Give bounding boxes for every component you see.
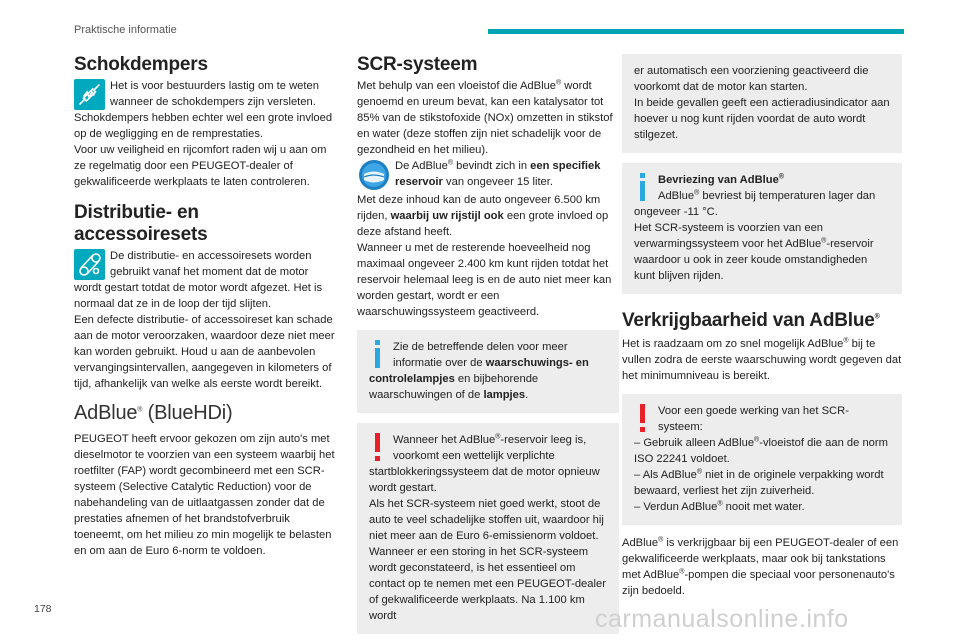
info-icon <box>369 340 387 370</box>
continued-note <box>622 54 902 153</box>
continued-text-1: er automatisch een voorziening geactiveerd die voorkomt dat de motor kan starten. <box>634 65 869 93</box>
shock-paragraph <box>74 78 336 142</box>
scr-text-3: Met deze inhoud kan de auto ongeveer 6.500 km rijden, waarbij uw rijstijl ook een grote invloed op deze afstand heeft. <box>357 194 609 238</box>
warning-note-scr-operation <box>622 394 902 525</box>
warning-icon <box>634 404 652 434</box>
heading-adblue-bluehdi: AdBlue® (BlueHDi) <box>74 402 233 424</box>
warning-note-text-2: Als het SCR-systeem niet goed werkt, stoot de auto te veel schadelijke stoffen uit, waardoor hij niet meer aan de Euro 6-emissienorm voldoet. <box>369 498 604 542</box>
heading-adblue-availability: Verkrijgbaarheid van AdBlue® <box>622 310 880 331</box>
distribution-belt-icon <box>74 249 105 280</box>
heading-scr-system: SCR-systeem <box>357 54 478 75</box>
info-note-freezing <box>622 163 902 294</box>
shock-text-2: Voor uw veiligheid en rijcomfort raden wij u aan om ze regelmatig door een PEUGEOT-dealer of gekwalificeerde werkplaats te laten controleren. <box>74 144 327 188</box>
warning-note-text-1: Wanneer het AdBlue®-reservoir leeg is, voorkomt een wettelijk verplichte startblokkeringssysteem dat de motor opnieuw wordt gestart. <box>369 433 600 494</box>
adblue-tank-icon <box>357 158 391 192</box>
column-1 <box>74 54 336 559</box>
availability-text: Het is raadzaam om zo snel mogelijk AdBlue® bij te vullen zodra de eerste waarschuwing wordt gegeven dat het minimumniveau is bereikt. <box>622 337 902 382</box>
adblue-intro-text: PEUGEOT heeft ervoor gekozen om zijn auto's met dieselmotor te voorzien van een systeem waarbij het roetfilter (FAP) wordt gecombineerd met een SCR-systeem (Selective Catalytic Reduction) voor de nabehandeling van de uitlaatgassen zonder dat de prestaties afnemen of het brandstofverbruik toeneemt, om het milieu zo min mogelijk te belasten en om aan de Euro 6-norm te voldoen. <box>74 433 335 557</box>
freezing-text-2: Het SCR-systeem is voorzien van een verwarmingssysteem voor het AdBlue®-reservoir waardoor u ook in zeer koude omstandigheden kunt blijven rijden. <box>634 222 874 282</box>
heading-shock-absorbers: Schokdempers <box>74 54 208 75</box>
info-note-text: Zie de betreffende delen voor meer informatie over de waarschuwings- en controlelampjes en bijbehorende waarschuwingen of de lampjes. <box>369 341 589 401</box>
scr-text-2: De AdBlue® bevindt zich in een specifiek reservoir van ongeveer 15 liter. <box>395 159 601 188</box>
header-accent-bar <box>488 29 904 34</box>
freezing-text-1: AdBlue® bevriest bij temperaturen lager dan ongeveer -11 °C. <box>634 189 876 218</box>
scr-tank-paragraph <box>357 158 619 192</box>
info-note-warning-lamps <box>357 330 619 413</box>
scr-text-4: Wanneer u met de resterende hoeveelheid nog maximaal ongeveer 2.400 km kunt rijden totdat het reservoir helemaal leeg is en de auto niet meer kan worden gestart, wordt er een waarschuwingssysteem geactiveerd. <box>357 242 612 318</box>
distribution-text-2: Een defecte distributie- of accessoireset kan schade aan de motor veroorzaken, waardoor deze niet meer kan worden gebruikt. Houd u aan de aanbevolen vervangingsintervallen, aangegeven in kilometers of tijd, afhankelijk van welke als eerste wordt bereikt. <box>74 314 335 390</box>
section-header: Praktische informatie <box>74 24 177 36</box>
freezing-title: Bevriezing van AdBlue® <box>658 173 784 186</box>
info-icon <box>634 173 652 203</box>
warning-note-empty-tank <box>357 423 619 634</box>
scr-operation-item-3: – Verdun AdBlue® nooit met water. <box>634 500 805 513</box>
scr-operation-item-2: – Als AdBlue® niet in de originele verpakking wordt bewaard, verliest het zijn zuiverheid. <box>634 468 884 497</box>
continued-text-2: In beide gevallen geeft een actieradiusindicator aan hoever u nog kunt rijden voordat de auto wordt stilgezet. <box>634 97 890 141</box>
shock-text-1: Het is voor bestuurders lastig om te weten wanneer de schokdempers zijn versleten. Schokdempers hebben echter wel een grote invloed op de wegligging en de remprestaties. <box>74 80 333 140</box>
warning-icon <box>369 433 387 463</box>
distribution-paragraph <box>74 248 336 312</box>
availability-final-text: AdBlue® is verkrijgbaar bij een PEUGEOT-dealer of een gekwalificeerde werkplaats, maar ook bij tankstations met AdBlue®-pompen die speciaal voor personenauto's zijn bedoeld. <box>622 536 899 597</box>
distribution-text-1: De distributie- en accessoiresets worden gebruikt vanaf het moment dat de motor wordt gestart totdat de motor wordt afgezet. Het is normaal dat ze in de loop der tijd slijten. <box>74 250 323 310</box>
heading-distribution: Distributie- en accessoiresets <box>74 202 208 245</box>
column-3 <box>622 54 902 599</box>
scr-operation-intro: Voor een goede werking van het SCR-systeem: <box>658 405 849 433</box>
scr-text-1: Met behulp van een vloeistof die AdBlue® wordt genoemd en ureum bevat, kan een katalysator tot 85% van de stikstofoxide (NOx) omzetten in stikstof en water (deze stoffen zijn niet schadelijk voor de gezondheid en het milieu). <box>357 79 613 156</box>
scr-operation-item-1: – Gebruik alleen AdBlue®-vloeistof die aan de norm ISO 22241 voldoet. <box>634 436 888 465</box>
column-2 <box>357 54 619 634</box>
page-number: 178 <box>34 603 52 615</box>
watermark: carmanualsonline.info <box>595 605 849 633</box>
warning-note-text-3: Wanneer er een storing in het SCR-systeem wordt geconstateerd, is het essentieel om contact op te nemen met een PEUGEOT-dealer of gekwalificeerde werkplaats. Na 1.100 km wordt <box>369 546 606 622</box>
shock-absorber-icon <box>74 79 105 110</box>
